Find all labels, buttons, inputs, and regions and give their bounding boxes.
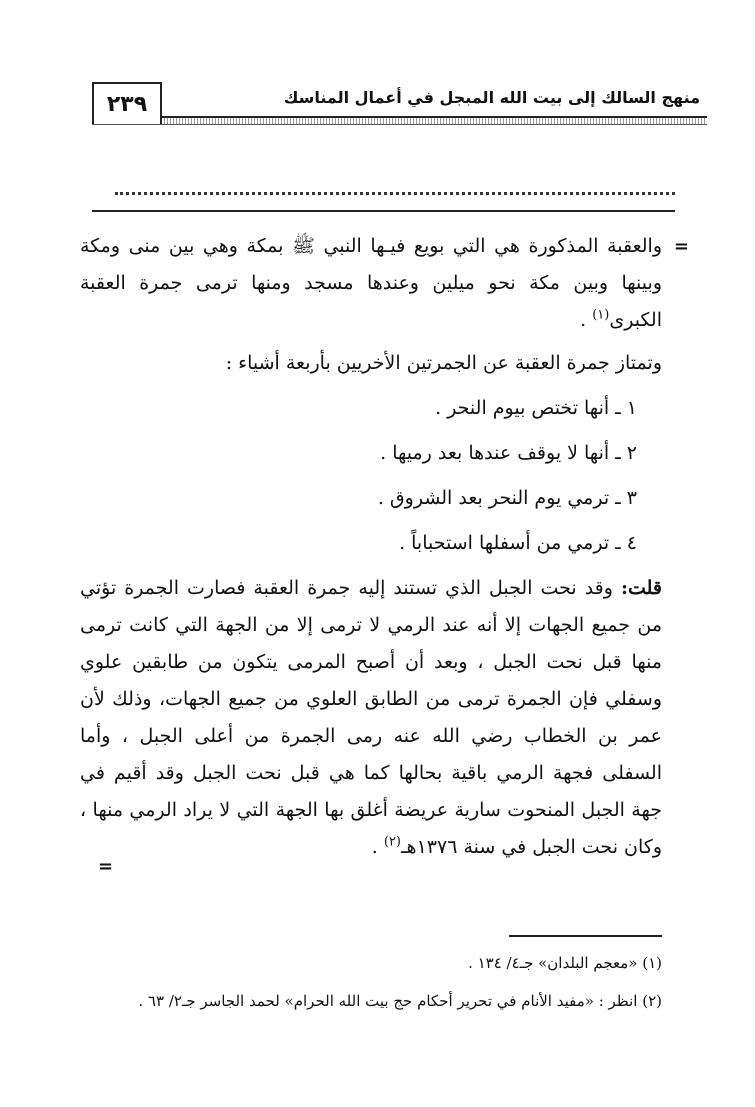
list-item: ٢ ـ أنها لا يوقف عندها بعد رميها . [380,442,637,464]
paragraph-aqaba-description [80,228,662,339]
paragraph-end: . [371,836,384,858]
footnote-ref-2: (٢) [383,834,401,850]
list-item: ١ ـ أنها تختص بيوم النحر . [435,397,637,419]
body-text [80,228,662,866]
list-item: ٤ ـ ترمي من أسفلها استحباباً . [399,532,637,554]
paragraph-end: . [580,309,593,331]
footnote-rule [509,935,662,937]
qultu-lead: قلت: [620,577,662,599]
footnotes [80,944,662,1020]
paragraph-text: والعقبة المذكورة هي التي بويع فيـها النبي ﷺ بمكة وهي بين منى ومكة وبينها وبين مكة نحو ميلين وعندها مسجد ومنها ترمى جمرة العقبة الكبرى [80,235,662,331]
dotted-separator [115,180,675,195]
paragraph-mountain-cutting [80,570,662,866]
continuation-mark-bottom: = [98,856,114,877]
header-rule [92,116,707,125]
continuation-mark-top: = [673,236,689,257]
running-header-title: منهج السالك إلى بيت الله المبجل في أعمال المناسك [283,88,700,107]
paragraph-list-intro: وتمتاز جمرة العقبة عن الجمرتين الأخريين بأربعة أشياء : [225,352,662,374]
paragraph-text: وقد نحت الجبل الذي تستند إليه جمرة العقبة فصارت الجمرة تؤتي من جميع الجهات إلا أنه عند الرمي لا ترمى إلا من الجهة التي كانت ترمى منها قبل نحت الجبل ، وبعد أن أصبح المرمى يتكون من طابقين علوي وسفلي فإن الجمرة ترمى من الطابق العلوي من جميع الجهات، وذلك لأن عمر بن الخطاب رضي الله عنه رمى الجمرة من أعلى الجبل ، وأما السفلى فجهة الرمي باقية بحالها كما هي قبل نحت الجبل وقد أقيم في جهة الجبل المنحوت سارية عريضة أغلق بها الجهة التي لا يراد الرمي منها ، وكان نحت الجبل في سنة ١٣٧٦هـ [80,577,662,858]
footnote-2: (٢) انظر : «مفيد الأنام في تحرير أحكام حج بيت الله الحرام» لحمد الجاسر جـ٢/ ٦٣ . [138,992,662,1010]
page-number: ٢٣٩ [92,82,162,124]
top-rule [92,210,675,212]
footnote-1: (١) «معجم البلدان» جـ٤/ ١٣٤ . [468,954,662,972]
list-item: ٣ ـ ترمي يوم النحر بعد الشروق . [377,487,637,509]
footnote-ref-1: (١) [592,307,610,323]
